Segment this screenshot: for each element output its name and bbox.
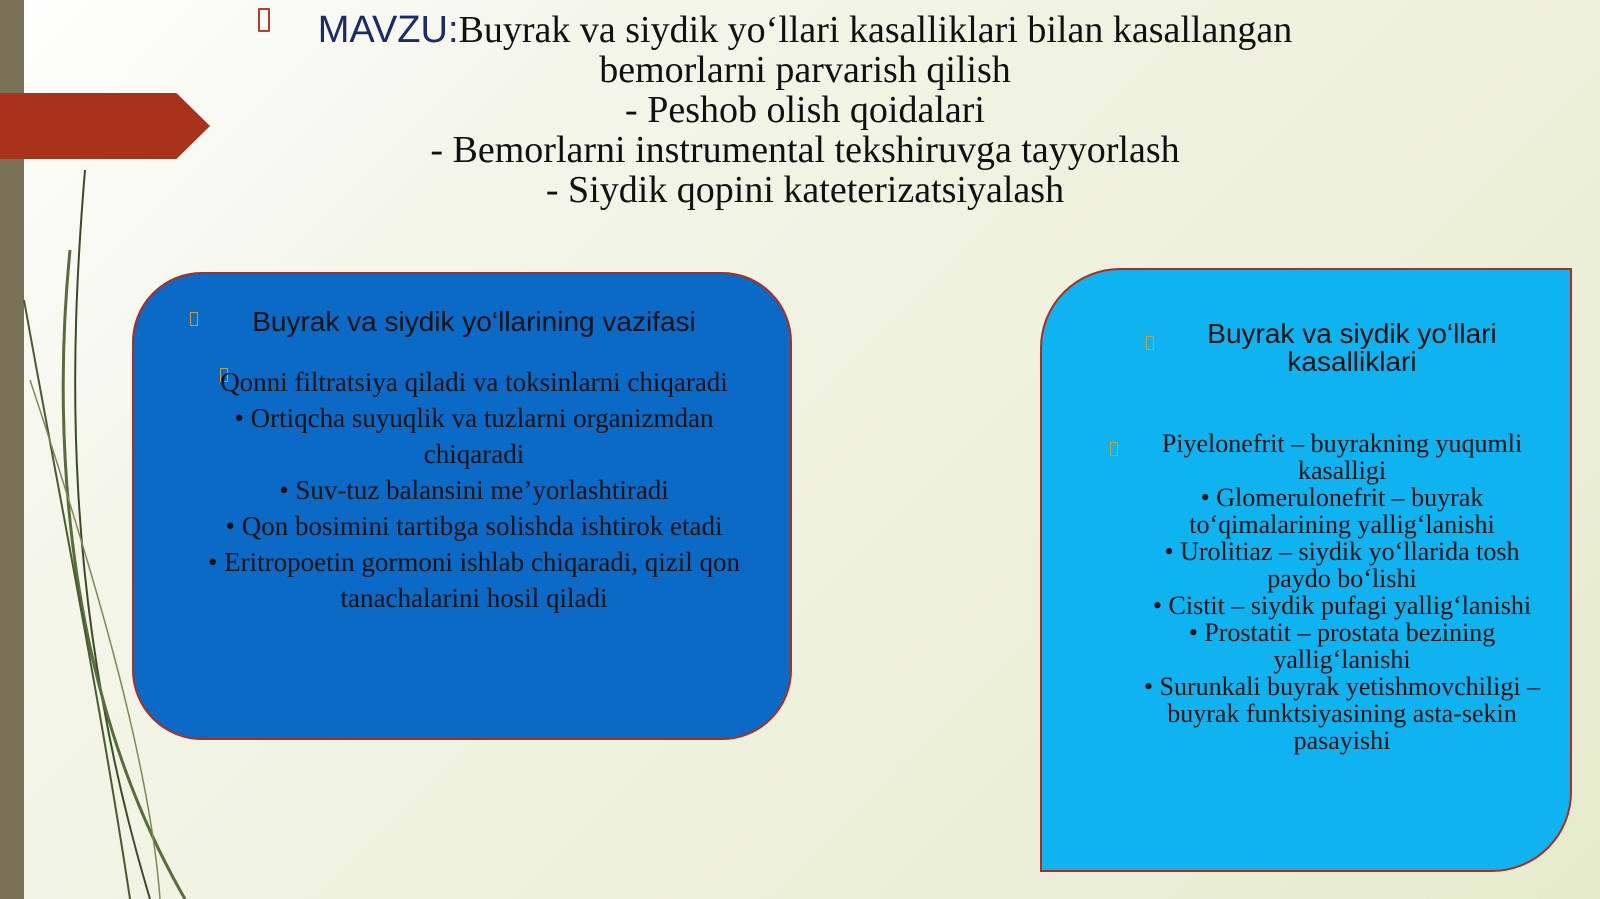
- diseases-box: [1040, 268, 1572, 872]
- list-item: Piyelonefrit – buyrakning yuqumli kasalligi: [1161, 429, 1523, 485]
- title-line-1: Buyrak va siydik yo‘llari kasalliklari bilan kasallangan: [458, 9, 1293, 51]
- title-line-3: - Peshob olish qoidalari: [625, 89, 985, 131]
- functions-list: [194, 364, 754, 616]
- list-item: • Prostatit – prostata bezining yallig‘lanishi: [1188, 618, 1496, 674]
- list-item: • Ortiqcha suyuqlik va tuzlarni organizmdan chiqaradi: [234, 403, 714, 469]
- slide-title: [255, 10, 1355, 210]
- diseases-heading: Buyrak va siydik yo‘llari kasalliklari: [1207, 318, 1497, 377]
- list-item: Qonni filtratsiya qiladi va toksinlarni chiqaradi: [220, 367, 728, 397]
- list-item: • Eritropoetin gormoni ishlab chiqaradi, qizil qon tanachalarini hosil qiladi: [207, 547, 741, 613]
- bullet-square-icon: [1110, 442, 1118, 456]
- diseases-list: [1132, 430, 1552, 754]
- bullet-square-icon: [1146, 336, 1154, 350]
- title-line-2: bemorlarni parvarish qilish: [599, 49, 1011, 91]
- functions-heading: Buyrak va siydik yo‘llarining vazifasi: [252, 306, 696, 337]
- list-item: • Glomerulonefrit – buyrak to‘qimalarining yallig‘lanishi: [1189, 483, 1495, 539]
- red-arrow-shape: [0, 93, 210, 159]
- bullet-square-icon: [190, 312, 198, 326]
- functions-box: [132, 272, 792, 740]
- list-item: • Suv-tuz balansini me’yorlashtiradi: [279, 475, 669, 505]
- title-prefix: MAVZU:: [317, 9, 459, 51]
- list-item: • Surunkali buyrak yetishmovchiligi – buyrak funktsiyasining asta-sekin pasayishi: [1143, 672, 1541, 755]
- title-line-4: - Bemorlarni instrumental tekshiruvga tayyorlash: [430, 129, 1180, 171]
- title-line-5: - Siydik qopini kateterizatsiyalash: [545, 169, 1065, 211]
- list-item: • Urolitiaz – siydik yo‘llarida tosh paydo bo‘lishi: [1164, 537, 1520, 593]
- list-item: • Qon bosimini tartibga solishda ishtirok etadi: [225, 511, 723, 541]
- list-item: • Cistit – siydik pufagi yallig‘lanishi: [1152, 591, 1532, 620]
